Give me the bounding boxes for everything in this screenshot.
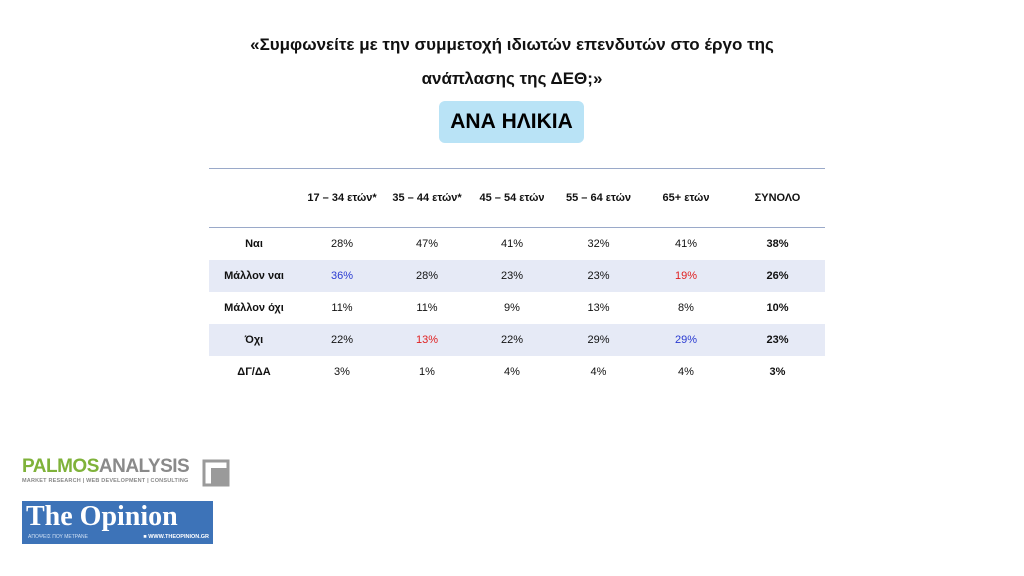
header-cell: 55 – 64 ετών: [566, 192, 631, 204]
table-row: [209, 292, 825, 324]
table-cell: 23%: [587, 270, 610, 282]
row-label: Μάλλον όχι: [224, 302, 284, 314]
table-header-row: [209, 169, 825, 228]
table-cell: 23%: [500, 270, 524, 282]
header-cell: ΣΥΝΟΛΟ: [754, 192, 801, 204]
table-cell: 3%: [334, 366, 350, 378]
table-cell: 22%: [500, 334, 524, 346]
the-opinion-tagline: ΑΠΟΨΕΙΣ ΠΟΥ ΜΕΤΡΑΝΕ: [28, 534, 88, 540]
age-group-badge: ΑΝΑ ΗΛΙΚΙΑ: [439, 101, 584, 143]
analysis-word: ANALYSIS: [98, 456, 190, 477]
table-row: [209, 356, 825, 388]
row-label: Μάλλον ναι: [224, 270, 284, 282]
table-cell: 28%: [415, 270, 439, 282]
header-cell: 45 – 54 ετών: [479, 192, 545, 204]
the-opinion-wordmark: The Opinion: [26, 501, 178, 532]
table-cell: 36%: [330, 270, 354, 282]
table-cell: 32%: [587, 238, 610, 250]
table-cell: 8%: [678, 302, 694, 314]
table-cell-total: 26%: [766, 270, 789, 282]
table-cell: 4%: [678, 366, 694, 378]
table-cell-total: 3%: [769, 366, 786, 378]
table-cell: 11%: [331, 302, 353, 314]
table-cell: 47%: [415, 238, 439, 250]
header-cell: 17 – 34 ετών*: [307, 192, 377, 204]
palmos-square-icon: [202, 459, 230, 487]
table-cell: 41%: [674, 238, 698, 250]
table-cell: 1%: [419, 366, 435, 378]
table-cell: 29%: [587, 334, 610, 346]
table-row: [209, 324, 825, 356]
survey-question-title: [0, 28, 1024, 96]
table-cell: 19%: [674, 270, 698, 282]
title-line-1: «Συμφωνείτε με την συμμετοχή ιδιωτών επενδυτών στο έργο της: [250, 35, 774, 54]
table-cell: 4%: [590, 366, 607, 378]
table-cell: 4%: [504, 366, 520, 378]
table-cell-total: 38%: [766, 238, 789, 250]
table-cell: 28%: [330, 238, 354, 250]
palmos-wordmark: [22, 456, 189, 478]
row-label: Ναι: [245, 238, 263, 250]
table-cell: 41%: [500, 238, 524, 250]
table-cell: 13%: [415, 334, 439, 346]
table-cell: 9%: [504, 302, 520, 314]
row-label: ΔΓ/ΔΑ: [237, 366, 271, 378]
table-cell: 29%: [674, 334, 698, 346]
header-cell: 35 – 44 ετών*: [392, 192, 462, 204]
palmos-tagline: MARKET RESEARCH | WEB DEVELOPMENT | CONSULTING: [22, 478, 189, 484]
title-line-2: ανάπλασης της ΔΕΘ;»: [421, 69, 603, 88]
the-opinion-url: ■ WWW.THEOPINION.GR: [143, 534, 209, 540]
table-row: [209, 228, 825, 260]
table-cell: 13%: [587, 302, 610, 314]
table-cell-total: 23%: [766, 334, 789, 346]
table-row: [209, 260, 825, 292]
the-opinion-logo: [22, 501, 213, 544]
results-table: [209, 168, 825, 388]
palmos-analysis-logo: [22, 456, 214, 490]
header-cell: 65+ ετών: [662, 192, 710, 204]
table-cell: 11%: [416, 302, 438, 314]
palmos-word: PALMOS: [22, 456, 99, 477]
table-cell-total: 10%: [766, 302, 789, 314]
table-cell: 22%: [330, 334, 354, 346]
row-label: Όχι: [244, 334, 264, 346]
